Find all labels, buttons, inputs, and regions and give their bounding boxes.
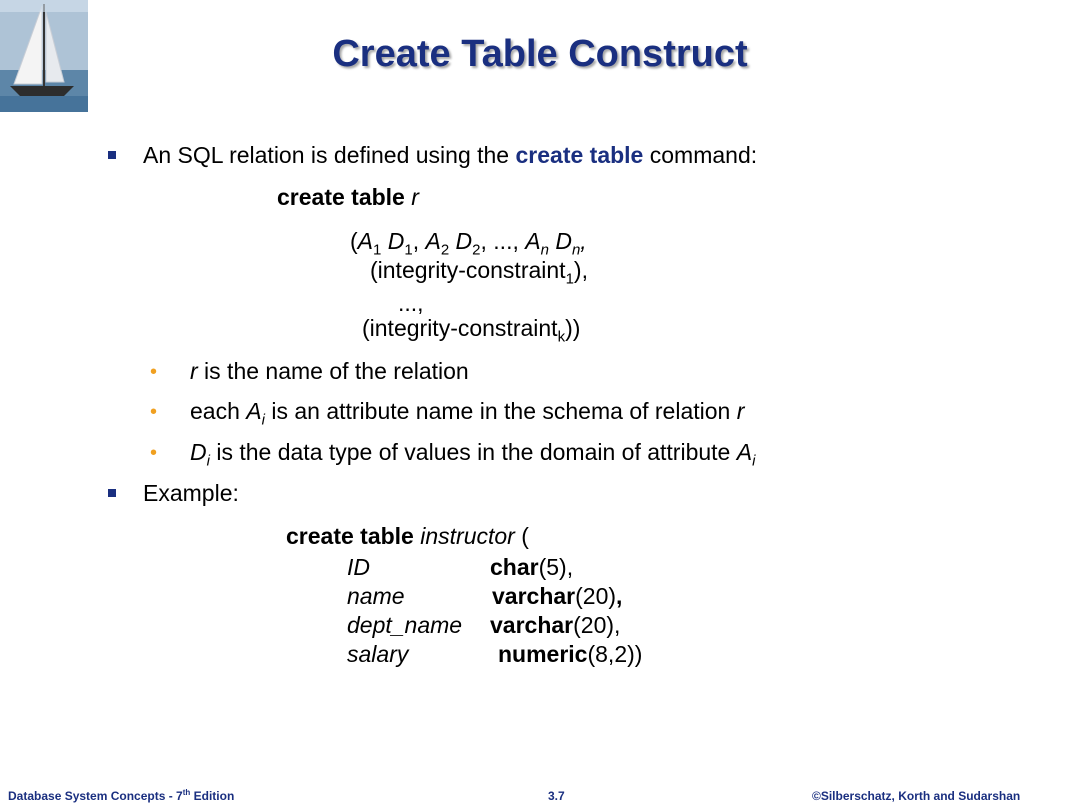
- example-header: create table instructor (: [286, 523, 529, 549]
- syntax-attributes: ($A_1$ $D_1$, $A_2$ $D_2$, ..., $A_n$ $D_n$,: [350, 228, 587, 259]
- bullet-square: [108, 151, 116, 159]
- column-type: varchar(20),: [492, 583, 623, 609]
- example-label: Example:: [143, 480, 239, 506]
- footer-left: Database System Concepts - 7th Edition: [8, 788, 235, 803]
- bullet-dot: •: [150, 361, 158, 383]
- slide-title: Create Table Construct: [332, 33, 748, 75]
- column-type: numeric(8,2)): [498, 641, 643, 667]
- bullet-dot: •: [150, 442, 158, 464]
- bullet-square: [108, 489, 116, 497]
- syntax-constraint-k: (integrity-constraint$_k$)): [362, 315, 581, 346]
- column-name: salary: [347, 641, 409, 667]
- column-name: dept_name: [347, 612, 463, 638]
- point-data-type: $D_i$ is the data type of values in the domain of attribute $A_i$: [190, 439, 756, 470]
- intro-line: An SQL relation is defined using the create table command:: [143, 142, 758, 168]
- column-name: name: [347, 583, 405, 609]
- keyword-create-table: create table: [515, 142, 644, 168]
- point-attribute: each $A_i$ is an attribute name in the schema of relation r: [190, 398, 745, 429]
- syntax-ellipsis: ...,: [398, 290, 424, 316]
- column-name: ID: [347, 554, 370, 580]
- footer-page-number: 3.7: [548, 789, 565, 803]
- column-type: char(5),: [490, 554, 574, 580]
- column-type: varchar(20),: [490, 612, 621, 638]
- bullet-dot: •: [150, 401, 158, 423]
- syntax-header: create table r: [277, 184, 419, 210]
- syntax-constraint-1: (integrity-constraint$_1$),: [370, 257, 588, 288]
- point-relation-name: r is the name of the relation: [190, 358, 469, 384]
- footer-copyright: ©Silberschatz, Korth and Sudarshan: [812, 789, 1021, 803]
